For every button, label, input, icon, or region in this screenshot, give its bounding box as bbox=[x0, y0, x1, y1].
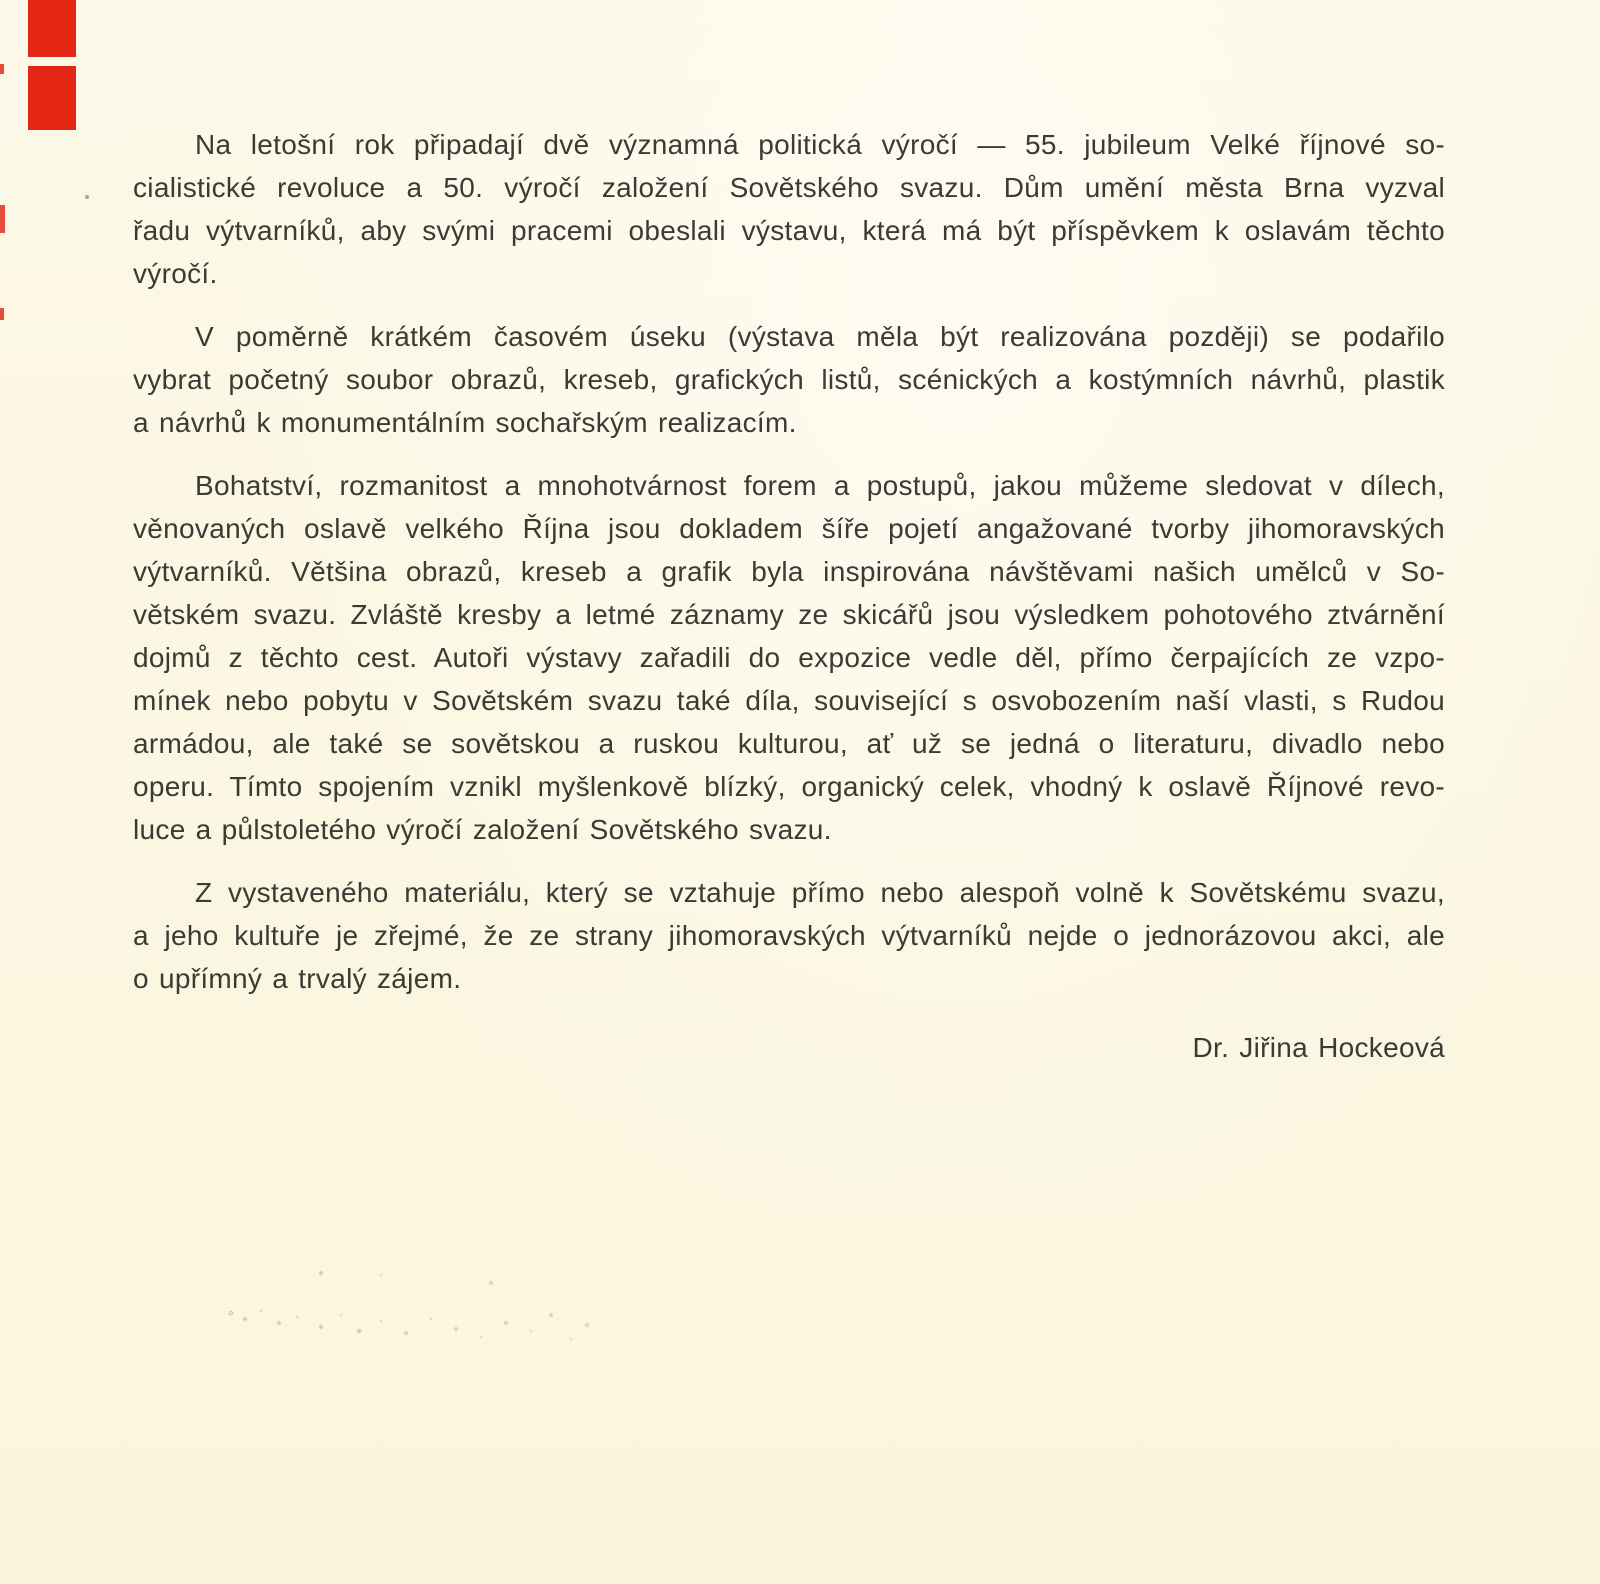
text-line: armádou, ale také se sovětskou a ruskou kulturou, ať už se jedná o literaturu, divadlo nebo bbox=[133, 728, 1445, 759]
paragraph bbox=[133, 123, 1445, 295]
text-line: luce a půlstoletého výročí založení Sovětského svazu. bbox=[133, 814, 832, 845]
red-bar-top bbox=[28, 0, 76, 57]
red-edge-sliver bbox=[0, 205, 5, 233]
text-line: větském svazu. Zvláště kresby a letmé záznamy ze skicářů jsou výsledkem pohotového ztvárnění bbox=[133, 599, 1445, 630]
text-line: o upřímný a trvalý zájem. bbox=[133, 963, 462, 994]
text-line: Na letošní rok připadají dvě významná politická výročí — 55. jubileum Velké říjnové so- bbox=[195, 129, 1445, 160]
text-line: věnovaných oslavě velkého Října jsou dokladem šíře pojetí angažované tvorby jihomoravských bbox=[133, 513, 1445, 544]
paper-speck bbox=[85, 195, 89, 199]
text-line: vybrat početný soubor obrazů, kreseb, grafických listů, scénických a kostýmních návrhů, plastik bbox=[133, 364, 1445, 395]
red-edge-sliver bbox=[0, 308, 4, 320]
text-line: Bohatství, rozmanitost a mnohotvárnost forem a postupů, jakou můžeme sledovat v dílech, bbox=[195, 470, 1445, 501]
text-line: V poměrně krátkém časovém úseku (výstava měla být realizována později) se podařilo bbox=[195, 321, 1445, 352]
text-line: a jeho kultuře je zřejmé, že ze strany jihomoravských výtvarníků nejde o jednorázovou akci, ale bbox=[133, 920, 1445, 951]
pencil-smudge-mark bbox=[230, 1312, 232, 1314]
paragraph bbox=[133, 871, 1445, 1000]
paragraph bbox=[133, 315, 1445, 444]
text-line: výročí. bbox=[133, 258, 218, 289]
text-line: výtvarníků. Většina obrazů, kreseb a grafik byla inspirována návštěvami našich umělců v So- bbox=[133, 556, 1445, 587]
paragraph bbox=[133, 464, 1445, 851]
red-bar-bottom bbox=[28, 66, 76, 130]
text-line: a návrhů k monumentálním sochařským realizacím. bbox=[133, 407, 797, 438]
essay-text bbox=[133, 123, 1445, 1069]
text-line: řadu výtvarníků, aby svými pracemi obeslali výstavu, která má být příspěvkem k oslavám těchto bbox=[133, 215, 1445, 246]
text-line: cialistické revoluce a 50. výročí založení Sovětského svazu. Dům umění města Brna vyzval bbox=[133, 172, 1445, 203]
text-line: mínek nebo pobytu v Sovětském svazu také díla, související s osvobozením naší vlasti, s Rudou bbox=[133, 685, 1445, 716]
text-line: dojmů z těchto cest. Autoři výstavy zařadili do expozice vedle děl, přímo čerpajících ze vzpo- bbox=[133, 642, 1445, 673]
text-line: Z vystaveného materiálu, který se vztahuje přímo nebo alespoň volně k Sovětskému svazu, bbox=[195, 877, 1445, 908]
red-edge-sliver bbox=[0, 64, 4, 74]
signature: Dr. Jiřina Hockeová bbox=[1192, 1032, 1445, 1063]
text-line: operu. Tímto spojením vznikl myšlenkově blízký, organický celek, vhodný k oslavě Říjnové revo- bbox=[133, 771, 1445, 802]
